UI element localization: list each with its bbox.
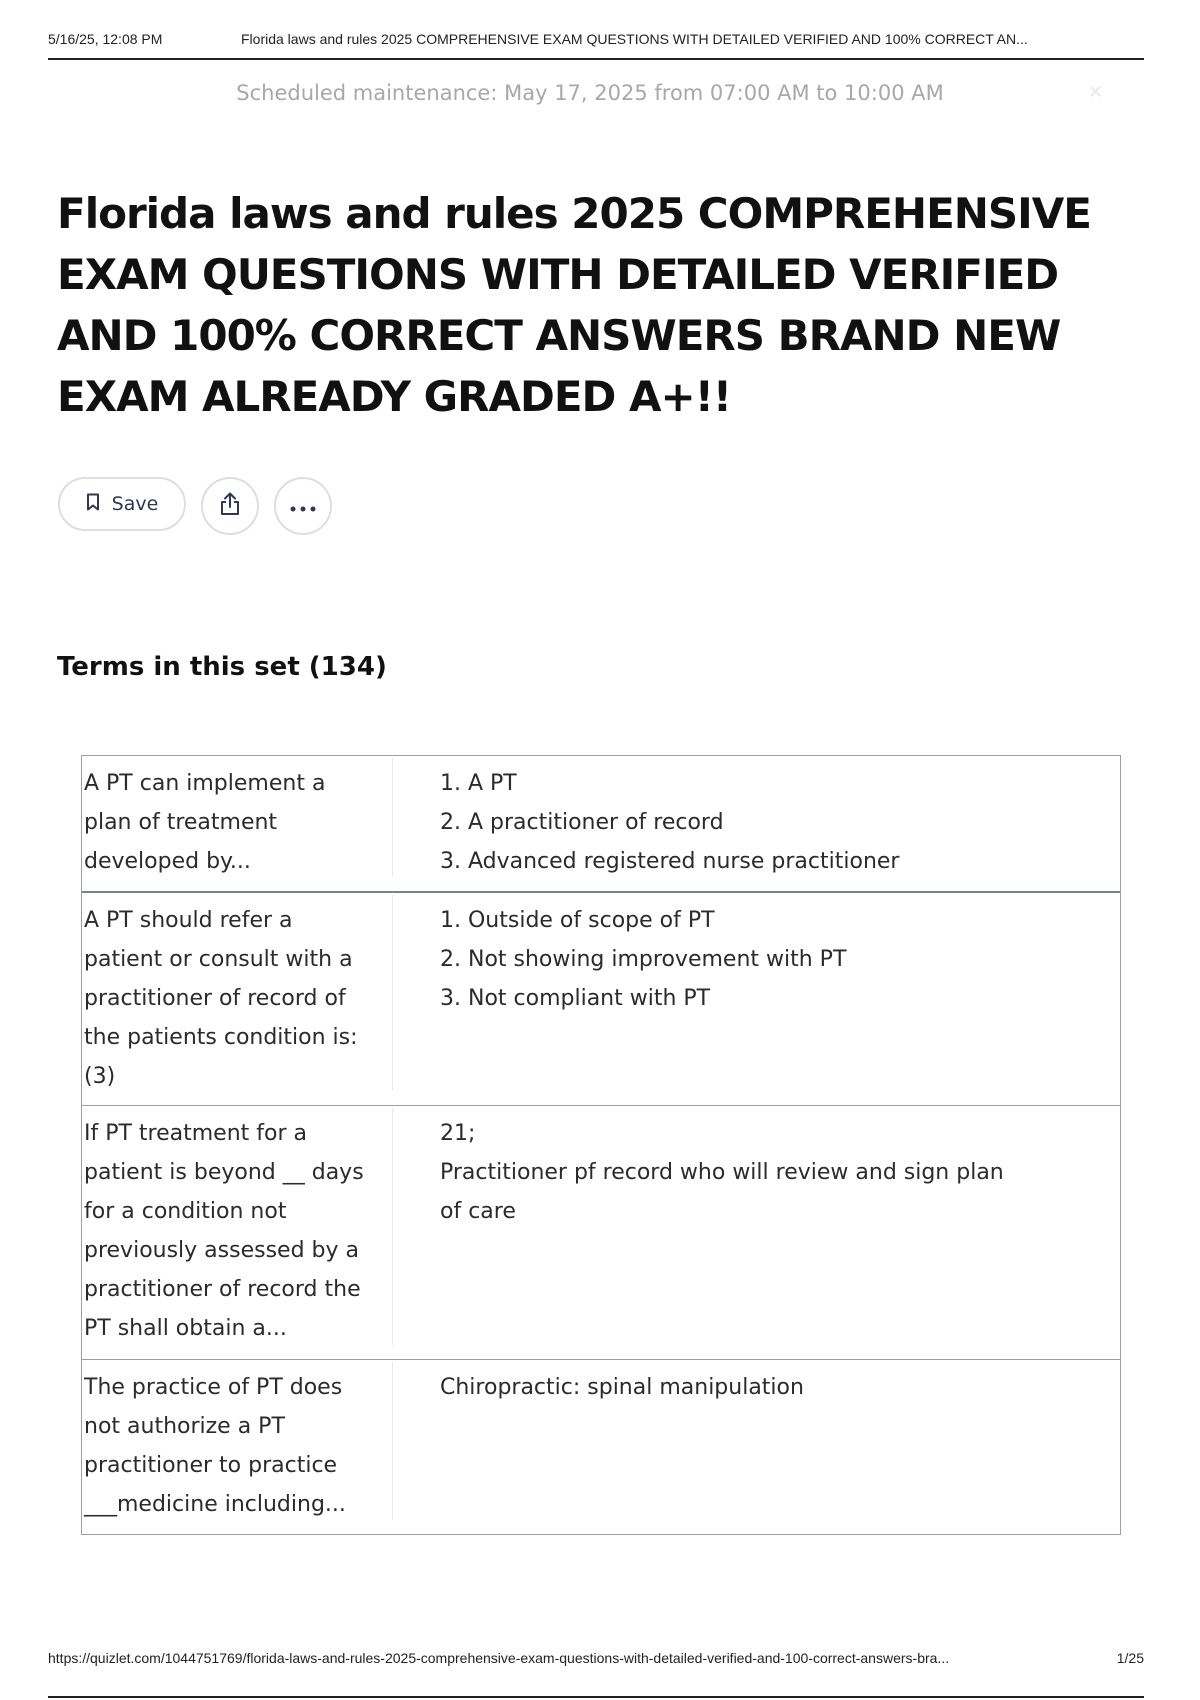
save-button[interactable] (58, 477, 186, 531)
definition-text: Chiropractic: spinal manipulation (440, 1375, 804, 1400)
term-text: The practice of PT does not authorize a PT practitioner to practice ___medicine including... (84, 1375, 346, 1517)
definition-text: 1. A PT 2. A practitioner of record 3. Advanced registered nurse practitioner (440, 771, 900, 874)
terms-table (81, 755, 1121, 1535)
save-button-label: Save (111, 493, 159, 515)
close-icon[interactable]: ✕ (1088, 82, 1104, 103)
term-row (82, 756, 1120, 891)
more-options-button[interactable] (274, 477, 332, 535)
term-row (82, 891, 1120, 1105)
bookmark-icon (86, 493, 100, 516)
share-icon (218, 491, 242, 521)
definition-text: 1. Outside of scope of PT 2. Not showing improvement with PT 3. Not compliant with PT (440, 908, 847, 1011)
print-footer (48, 1650, 1144, 1698)
cell-divider (392, 1108, 393, 1345)
print-datetime: 5/16/25, 12:08 PM (48, 31, 163, 47)
print-doc-title: Florida laws and rules 2025 COMPREHENSIVE EXAM QUESTIONS WITH DETAILED VERIFIED AND 100% CORRECT AN... (241, 31, 1028, 47)
cell-divider (392, 895, 393, 1091)
more-horizontal-icon (290, 497, 316, 516)
term-text: If PT treatment for a patient is beyond __ days for a condition not previously assessed by a practitioner of record the PT shall obtain a... (84, 1121, 364, 1341)
term-row (82, 1105, 1120, 1359)
cell-divider (392, 758, 393, 877)
term-row (82, 1359, 1120, 1534)
cell-divider (392, 1362, 393, 1520)
term-text: A PT should refer a patient or consult with a practitioner of record of the patients condition is: (3) (84, 908, 358, 1089)
definition-text: 21; Practitioner pf record who will review and sign plan of care (440, 1121, 1004, 1224)
share-button[interactable] (201, 477, 259, 535)
print-url: https://quizlet.com/1044751769/florida-laws-and-rules-2025-comprehensive-exam-questions-with-detailed-verified-and-100-correct-answers-bra... (48, 1650, 950, 1666)
page-number: 1/25 (1116, 1650, 1144, 1666)
maintenance-banner: Scheduled maintenance: May 17, 2025 from 07:00 AM to 10:00 AM (236, 81, 944, 105)
print-header (48, 28, 1144, 60)
page-title: Florida laws and rules 2025 COMPREHENSIVE EXAM QUESTIONS WITH DETAILED VERIFIED AND 100% CORRECT ANSWERS BRAND NEW EXAM ALREADY GRADED A+!! (57, 189, 1091, 421)
term-text: A PT can implement a plan of treatment developed by... (84, 771, 326, 874)
terms-heading: Terms in this set (134) (57, 652, 387, 682)
